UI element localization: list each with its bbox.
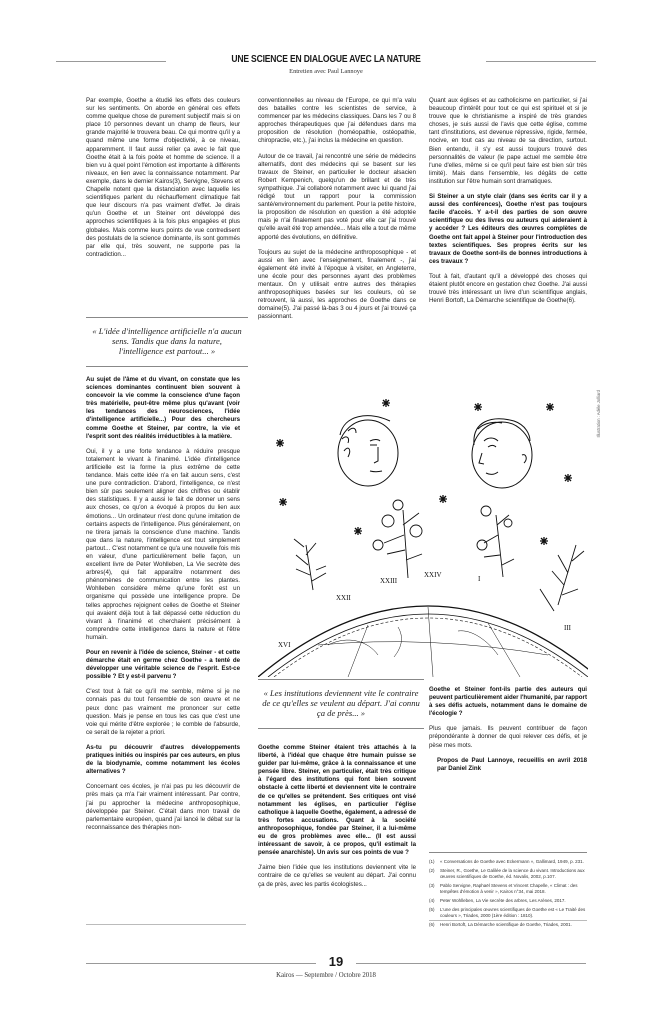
column-3 bbox=[429, 97, 587, 312]
answer: J'aime bien l'idée que les institutions deviennent vite le contraire de ce qu'elles se veulent au départ. J'ai connu ça de près, avec les partis écologistes... bbox=[258, 864, 416, 888]
footnote bbox=[429, 922, 587, 928]
question: Au sujet de l'âme et du vivant, on constate que les sciences dominantes continuent bien souvent à concevoir la vie comme la conscience d'une façon très matérielle, peut-être même plus qu'avant (voir les tendances des neurosciences, l'idée d'intelligence artificielle...) Pour des chercheurs comme Goethe et Steiner, par contre, la vie et l'esprit sont des réalités irréductibles à la matière. bbox=[86, 376, 240, 440]
footnote bbox=[429, 907, 587, 919]
footnote-text: Peter Wohlleben, La Vie secrète des arbres, Les Arènes, 2017. bbox=[440, 898, 566, 903]
ring-numerals bbox=[278, 571, 572, 649]
signature: Propos de Paul Lannoye, recueillis en avril 2018 par Daniel Zink bbox=[437, 756, 587, 772]
column-2 bbox=[258, 97, 416, 328]
footnote-number: (2) bbox=[429, 868, 435, 873]
footnote-text: Pablo Servigne, Raphaël Stevens et Vincent Chapelle, « Climat : des tempêtes d'émotion à venir », Kairos n°34, mai 2018. bbox=[440, 883, 578, 894]
magazine-issue: Kairos — Septembre / Octobre 2018 bbox=[276, 972, 376, 979]
footnote-text: L'une des principales œuvres scientifiques de Goethe est « Le Traité des couleurs », Triades, 2000 (1ère édition : 1810). bbox=[440, 907, 586, 918]
star-icons bbox=[276, 399, 588, 545]
paragraph: Par exemple, Goethe a étudié les effets des couleurs sur les sentiments. On aborde en général ces effets comme quelque chose de purement subjectif mais si on place 10 personnes devant un champ de fleurs, leur grande majorité le trouvera beau. Ce qui montre qu'il y a quand même une forme d'objectivité, à ce niveau, apparemment. Il faut aussi relier ça avec le fait que Goethe était à la fois poète et homme de science. Il a bien vu à quel point l'émotion est importante à différents niveaux, en lien avec la connaissance notamment. Par exemple, dans le dernier Kairos(3), Servigne, Stevens et Chapelle notent que la distanciation avec laquelle les scientifiques parlent du réchauffement climatique fait que leur discours n'a pas vraiment d'effet. Je dirais qu'un Goethe et un Steiner ont développé des approches scientifiques à la fois plus engagées et plus globales. Mais comme leurs points de vue contredisent des postulats de la science dominante, ils sont gommés par elle qui, très souvent, ne supporte pas la contradiction... bbox=[86, 97, 240, 258]
footnote-text: Henri Bortoft, La Démarche scientifique de Goethe, Triades, 2001. bbox=[440, 922, 572, 927]
illustration-credit: Illustration : Adèle Jolliard bbox=[596, 390, 601, 438]
numeral: XXIV bbox=[424, 571, 442, 579]
footnote-number: (1) bbox=[429, 859, 435, 864]
column-2-continued bbox=[258, 744, 416, 896]
column-1-continued bbox=[86, 376, 240, 839]
question: Goethe comme Steiner étaient très attachés à la liberté, à l'idéal que chaque être humain puisse se guider par lui-même, grâce à la connaissance et une pensée libre. Steiner, en particulier, était très critique à l'égard des institutions qui font bien souvent obstacle à cette liberté et deviennent vite le contraire de ce qu'elles se prétendent. Ses critiques ont visé notamment les églises, en particulier l'église catholique à laquelle Goethe, également, a adressé de très fortes accusations. Quant à la société anthroposophique, fondée par Steiner, il a lui-même eu de gros problèmes avec elle... (Il est aussi intéressant de savoir, à ce propos, qu'il estimait la pensée anarchiste). Un avis sur ces points de vue ? bbox=[258, 744, 416, 857]
footnote bbox=[429, 868, 587, 880]
star-icon bbox=[564, 474, 572, 482]
star-icon bbox=[276, 439, 284, 447]
footnotes-bottom-rule bbox=[429, 920, 587, 921]
answer: Tout à fait, d'autant qu'il a développé des choses qui étaient plutôt encore en gestation chez Goethe. J'ai aussi trouvé très intéressant un livre d'un scientifique anglais, Henri Bortoft, La Démarche scientifique de Goethe(6). bbox=[429, 272, 587, 305]
article-title: UNE SCIENCE EN DIALOGUE AVEC LA NATURE bbox=[231, 54, 421, 65]
footnote-number: (5) bbox=[429, 907, 435, 912]
steiner-face bbox=[472, 419, 532, 488]
footnote bbox=[429, 859, 587, 865]
question: Pour en revenir à l'idée de science, Steiner - et cette démarche était en germe chez Goethe - a tenté de développer une véritable science de l'esprit. Est-ce possible ? Et y est-il parvenu ? bbox=[86, 649, 240, 681]
numeral: XXII bbox=[336, 594, 351, 602]
paragraph: Quant aux églises et au catholicisme en particulier, si j'ai beaucoup d'intérêt pour tout ce qui est spirituel et si je trouve que le christianisme a inspiré de très grandes choses, je suis aussi de l'avis que cette église, comme tant d'institutions, est devenue répressive, rigide, fermée, nocive, en tout cas au niveau de sa direction, surtout. Bien entendu, il s'y est aussi toujours trouvé des personnalités de valeur (le pape actuel me semble être l'une d'elles, même si ce qu'il peut faire est bien sûr très limité). Mais dans l'ensemble, les dégâts de cette institution sur l'être humain sont dramatiques. bbox=[429, 97, 587, 185]
answer: Concernant ces écoles, je n'ai pas pu les découvrir de près mais ça m'a l'air vraiment intéressant. Par contre, j'ai pu approcher la médecine anthroposophique, développée par Steiner. C'était dans mon travail de parlementaire européen, quand j'ai lancé le débat sur la reconnaissance des thérapies non- bbox=[86, 783, 240, 831]
numeral: III bbox=[564, 624, 571, 632]
column-1 bbox=[86, 97, 240, 266]
star-icon bbox=[540, 537, 548, 545]
numeral: I bbox=[478, 575, 481, 583]
footnote bbox=[429, 883, 587, 895]
star-icon bbox=[439, 495, 447, 503]
paragraph: Toujours au sujet de la médecine anthroposophique - et aussi en lien avec l'enseignement, finalement -, j'ai également été invité à l'époque à visiter, en Angleterre, une école pour des personnes ayant des problèmes mentaux. On y utilisait entre autres des thérapies anthroposophiques basées sur les couleurs, où se retrouvent, là aussi, les approches de Goethe dans ce domaine(5). J'ai passé là-bas 3 ou 4 jours et j'ai trouvé ça passionnant. bbox=[258, 248, 416, 321]
star-icon bbox=[279, 498, 287, 506]
pull-quote: « Les institutions deviennent vite le contraire de ce qu'elles se veulent au départ. J'ai connu ça de près... » bbox=[258, 679, 424, 729]
paragraph: conventionnelles au niveau de l'Europe, ce qui m'a valu des batailles contre les scientistes de service, à commencer par les médecins classiques. Dans les 7 ou 8 approches thérapeutiques que j'ai défendues dans ma proposition de résolution (homéopathie, ostéopathie, chiropractie, etc.), j'ai inclus la médecine en question. bbox=[258, 97, 416, 145]
question: Si Steiner a un style clair (dans ses écrits car il y a aussi des conférences), Goethe n'est pas toujours facile d'accès. Y a-t-il des parties de son œuvre scientifique ou des livres ou auteurs qui aideraient à y accéder ? Les éditeurs des œuvres complètes de Goethe ont fait appel à Steiner pour l'introduction des textes scientifiques. Ses propres écrits sur les travaux de Goethe sont-ils de bonnes introductions à ces travaux ? bbox=[429, 193, 587, 265]
page-number: 19 bbox=[328, 954, 344, 969]
title-row bbox=[56, 54, 596, 68]
question: As-tu pu découvrir d'autres développements pratiques initiés ou inspirés par ces auteurs, en plus de la biodynamie, comme notamment les écoles alternatives ? bbox=[86, 743, 240, 776]
answer: C'est tout à fait ce qu'il me semble, même si je ne connais pas du tout l'ensemble de son œuvre et ne peux donc pas vraiment me prononcer sur cette question. Mais je pense en tous les cas que c'est une voie qui mérite d'être explorée ; le comble de l'absurde, ce serait de la rejeter a priori. bbox=[86, 688, 240, 736]
footnote-text: « Conversations de Goethe avec Eckermann », Gallimard, 1949, p. 231. bbox=[440, 859, 584, 864]
numeral: XXIII bbox=[380, 577, 398, 585]
footnote bbox=[429, 898, 587, 904]
answer: Oui, il y a une forte tendance à réduire presque totalement le vivant à l'inanimé. L'idée d'intelligence artificielle est la forme la plus extrême de cette tendance. Mais cette idée n'a en fait aucun sens, c'est une pure contradiction. D'abord, l'intelligence, ce n'est bien sûr pas seulement aligner des chiffres ou établir des statistiques. Il y a aussi le fait de donner un sens aux choses, ce qu'on a évoqué à propos du lien aux émotions... Un ordinateur n'est donc qu'une imitation de certains aspects de l'intelligence. Plus généralement, on ne tirera jamais la conscience d'une machine. Tandis que dans la nature, l'intelligence est tout simplement partout... C'est notamment ce qu'a une nouvelle fois mis en valeur, d'une particulièrement belle façon, un excellent livre de Peter Wohlleben, La Vie secrète des arbres(4), qui fait apparaître notamment des phénomènes de communication entre les plantes. Wohlleben considère même qu'une forêt est un organisme qui possède une intelligence propre. De telles approches rejoignent celles de Goethe et Steiner qui avaient déjà tout à fait dépassé cette réduction du vivant à l'inanimé et cherchaient précisément à comprendre cette intelligence dans la nature et l'être humain. bbox=[86, 447, 240, 641]
star-icon bbox=[382, 399, 390, 407]
column-1-bottom-rule bbox=[86, 924, 246, 925]
footnote-number: (3) bbox=[429, 883, 435, 888]
paragraph: Autour de ce travail, j'ai rencontré une série de médecins alternatifs, dont des médecins qui se basent sur les travaux de Steiner, en particulier le docteur alsacien Robert Kempenich, quelqu'un de brillant et de très sympathique. J'ai collaboré notamment avec lui quand j'ai rédigé tout un rapport pour la commission santé/environnement du parlement. Pour la petite histoire, la proposition de résolution en question a été adoptée mais je n'ai finalement pas voté pour elle car j'ai trouvé qu'elle avait été trop amendée... Mais elle a tout de même apporté des évolutions, en définitive. bbox=[258, 152, 416, 241]
celestial-globe bbox=[258, 606, 588, 677]
star-icon bbox=[354, 527, 362, 535]
footnote-number: (6) bbox=[429, 922, 435, 927]
footnote-number: (4) bbox=[429, 898, 435, 903]
goethe-face bbox=[338, 416, 398, 486]
footer-row bbox=[86, 954, 586, 970]
footer-rule-right bbox=[356, 963, 586, 964]
numeral: XVI bbox=[278, 641, 291, 649]
footnote-text: Steiner, R., Goethe, Le Galilée de la science du vivant. Introductions aux œuvres scientifiques de Goethe, éd. Novalis, 2002, p.107. bbox=[440, 868, 585, 879]
star-icon bbox=[546, 403, 554, 411]
illustration bbox=[258, 395, 588, 677]
question: Goethe et Steiner font-ils partie des auteurs qui peuvent particulièrement aider l'humanité, par rapport à ses défis actuels, notamment dans le domaine de l'écologie ? bbox=[429, 686, 587, 718]
answer: Plus que jamais. Ils peuvent contribuer de façon prépondérante à donner de quoi relever ces défis, et je pèse mes mots. bbox=[429, 725, 587, 749]
title-rule-right bbox=[486, 61, 596, 62]
star-icon bbox=[474, 403, 482, 411]
article-subtitle: Entretien avec Paul Lannoye bbox=[289, 68, 363, 75]
pull-quote: « L'idée d'intelligence artificielle n'a aucun sens. Tandis que dans la nature, l'intelligence est partout... » bbox=[86, 317, 248, 367]
column-3-continued bbox=[429, 686, 587, 780]
